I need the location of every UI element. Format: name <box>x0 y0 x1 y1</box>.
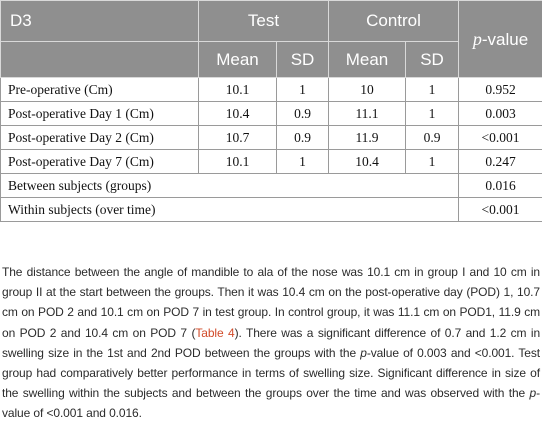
row-label: Between subjects (groups) <box>1 174 459 198</box>
header-test-mean: Mean <box>199 42 277 78</box>
table-row <box>1 150 542 174</box>
p-value-cell: 0.016 <box>459 174 542 198</box>
table-row <box>1 198 542 222</box>
header-test-group: Test <box>199 1 329 42</box>
control-sd-cell: 1 <box>406 102 459 126</box>
table-row <box>1 174 542 198</box>
control-mean-cell: 11.1 <box>329 102 406 126</box>
row-label: Within subjects (over time) <box>1 198 459 222</box>
table-row <box>1 126 542 150</box>
table-row <box>1 102 542 126</box>
table-4-link[interactable]: Table 4 <box>195 325 235 340</box>
results-paragraph: The distance between the angle of mandible to ala of the nose was 10.1 cm in group I and 10 cm in group II at the start between the groups. Then it was 10.4 cm on the post-operative day (POD) 1, 10.7 cm on POD 2 and 10.1 cm on POD 7 in test group. In control group, it was 11.1 cm on POD1, 11.9 cm on POD 2 and 10.4 cm on POD 7 (Table 4). There was a significant difference of 0.7 and 1.2 cm in swelling size in the 1st and 2nd POD between the groups with the p-value of 0.003 and <0.001. Test group had comparatively better performance in terms of swelling size. Significant difference in size of the swelling within the subjects and between the groups over the time and was observed with the p-value of <0.001 and 0.016. <box>2 265 541 421</box>
p-value-cell: 0.003 <box>459 102 542 126</box>
header-control-sd: SD <box>406 42 459 78</box>
control-sd-cell: 0.9 <box>406 126 459 150</box>
test-mean-cell: 10.7 <box>199 126 277 150</box>
test-sd-cell: 0.9 <box>277 102 329 126</box>
table-row <box>1 78 542 102</box>
control-mean-cell: 10 <box>329 78 406 102</box>
header-blank <box>1 42 199 78</box>
p-value-cell: <0.001 <box>459 126 542 150</box>
p-value-cell: <0.001 <box>459 198 542 222</box>
row-label: Post-operative Day 2 (Cm) <box>1 126 199 150</box>
control-sd-cell: 1 <box>406 150 459 174</box>
header-p-value: p-value <box>459 1 542 78</box>
header-d3: D3 <box>1 1 199 42</box>
header-test-sd: SD <box>277 42 329 78</box>
test-mean-cell: 10.1 <box>199 150 277 174</box>
test-sd-cell: 0.9 <box>277 126 329 150</box>
p-value-cell: 0.952 <box>459 78 542 102</box>
test-mean-cell: 10.1 <box>199 78 277 102</box>
test-sd-cell: 1 <box>277 78 329 102</box>
test-mean-cell: 10.4 <box>199 102 277 126</box>
control-mean-cell: 11.9 <box>329 126 406 150</box>
header-control-mean: Mean <box>329 42 406 78</box>
test-sd-cell: 1 <box>277 150 329 174</box>
row-label: Pre-operative (Cm) <box>1 78 199 102</box>
row-label: Post-operative Day 7 (Cm) <box>1 150 199 174</box>
control-sd-cell: 1 <box>406 78 459 102</box>
p-value-cell: 0.247 <box>459 150 542 174</box>
control-mean-cell: 10.4 <box>329 150 406 174</box>
header-control-group: Control <box>329 1 459 42</box>
row-label: Post-operative Day 1 (Cm) <box>1 102 199 126</box>
